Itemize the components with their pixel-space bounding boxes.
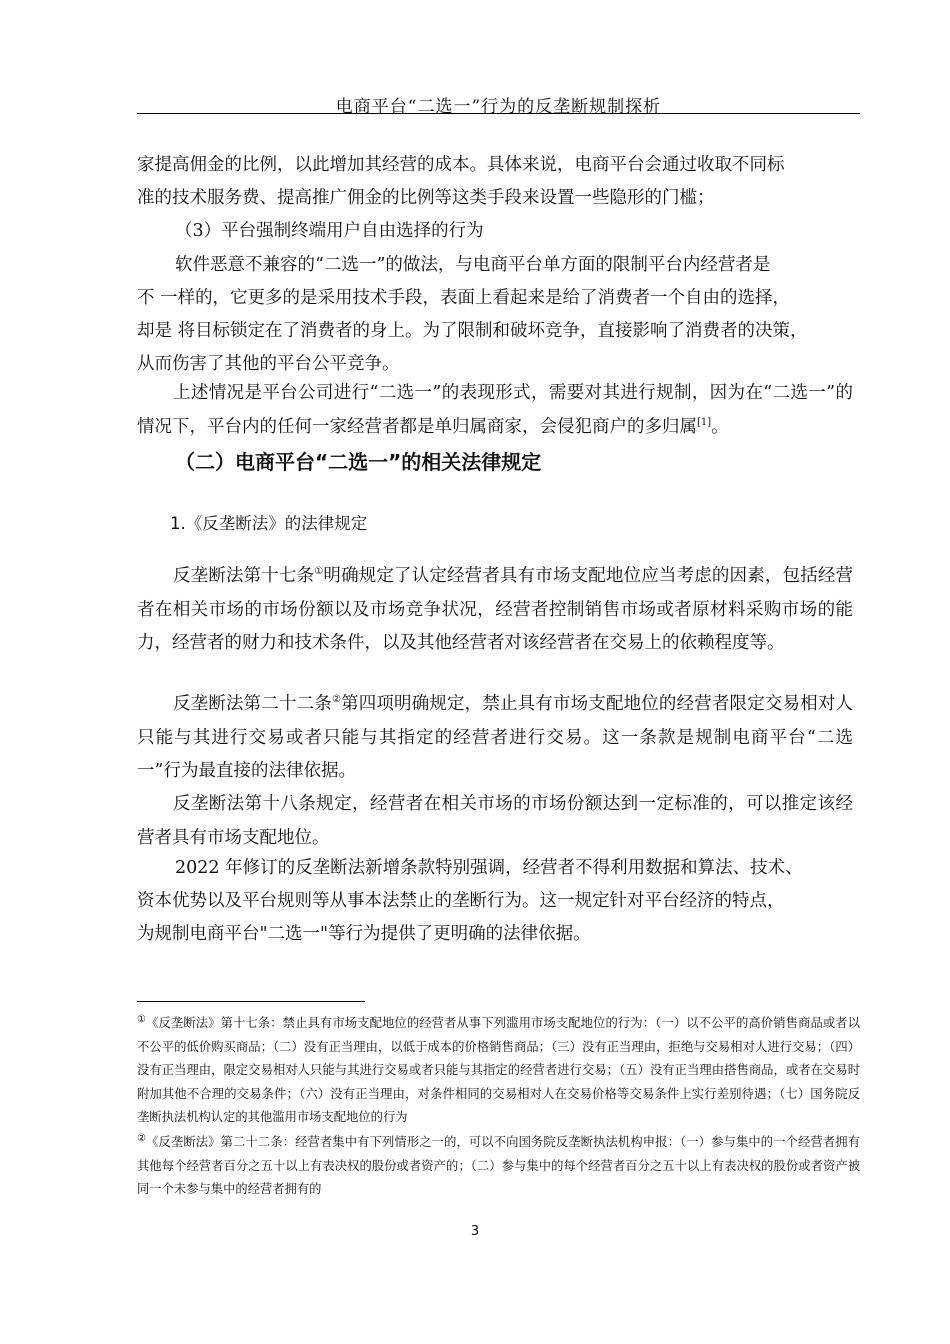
section-heading: （二）电商平台“二选一”的相关法律规定 xyxy=(175,450,542,474)
p1-line-2: 准的技术服务费、提高推广佣金的比例等这类手段来设置一些隐形的门槛； xyxy=(137,188,715,208)
paragraph-5: 反垄断法第二十二条②第四项明确规定，禁止具有市场支配地位的经营者限定交易相对人只能与其进行交易或者只能与其指定的经营者进行交易。这一条款是规制电商平台“二选一”行为最直接的法律依据。 xyxy=(137,694,854,781)
paragraph-3: 上述情况是平台公司进行“二选一”的表现形式，需要对其进行规制，因为在“二选一”的情况下，平台内的任何一家经营者都是单归属商家，会侵犯商户的多归属[1]。 xyxy=(137,383,853,437)
p2-line-3: 却是 将目标锁定在了消费者的身上。为了限制和破坏竞争，直接影响了消费者的决策， xyxy=(137,321,808,341)
citation-1: [1] xyxy=(697,416,712,428)
running-header: 电商平台“二选一”行为的反垄断规制探析 xyxy=(335,97,662,117)
list-item-3: （3）平台强制终端用户自由选择的行为 xyxy=(175,221,484,241)
p2-line-2: 不 一样的，它更多的是采用技术手段，表面上看起来是给了消费者一个自由的选择， xyxy=(137,288,791,308)
p7-line-1: 2022 年修订的反垄断法新增条款特别强调，经营者不得利用数据和算法、技术、 xyxy=(175,858,803,878)
footnote-rule xyxy=(137,1001,365,1002)
page-number: 3 xyxy=(470,1224,480,1239)
footnote-2: ②《反垄断法》第二十二条：经营者集中有下列情形之一的，可以不向国务院反垄断执法机构申报：（一）参与集中的一个经营者拥有其他每个经营者百分之五十以上有表决权的股份或者资产的；（二）参与集中的每个经营者百分之五十以上有表决权的股份或者资产被同一个未参与集中的经营者拥有的 xyxy=(137,1132,860,1196)
p2-line-4: 从而伤害了其他的平台公平竞争。 xyxy=(137,354,400,374)
p1-line-1: 家提高佣金的比例，以此增加其经营的成本。具体来说，电商平台会通过收取不同标 xyxy=(137,155,785,175)
p7-line-3: 为规制电商平台"二选一"等行为提供了更明确的法律依据。 xyxy=(137,924,591,944)
footnote-mark-2: ② xyxy=(137,1132,147,1144)
paragraph-6: 反垄断法第十八条规定，经营者在相关市场的市场份额达到一定标准的，可以推定该经营者具有市场支配地位。 xyxy=(137,794,853,848)
paragraph-4: 反垄断法第十七条①明确规定了认定经营者具有市场支配地位应当考虑的因素，包括经营者在相关市场的市场份额以及市场竞争状况，经营者控制销售市场或者原材料采购市场的能力，经营者的财力和技术条件，以及其他经营者对该经营者在交易上的依赖程度等。 xyxy=(137,566,854,653)
subsection-heading: 1.《反垄断法》的法律规定 xyxy=(170,514,368,533)
header-rule xyxy=(137,113,860,114)
p2-line-1: 软件恶意不兼容的“二选一”的做法，与电商平台单方面的限制平台内经营者是 xyxy=(175,255,771,275)
footnote-1: ①《反垄断法》第十七条：禁止具有市场支配地位的经营者从事下列滥用市场支配地位的行为：（一）以不公平的高价销售商品或者以不公平的低价购买商品；（二）没有正当理由，以低于成本的价格销售商品；（三）没有正当理由，拒绝与交易相对人进行交易；（四）没有正当理由，限定交易相对人只能与其进行交易或者只能与其指定的经营者进行交易；（五）没有正当理由搭售商品，或者在交易时附加其他不合理的交易条件；（六）没有正当理由，对条件相同的交易相对人在交易价格等交易条件上实行差别待遇；（七）国务院反垄断执法机构认定的其他滥用市场支配地位的行为 xyxy=(137,1013,860,1124)
footnote-mark-1: ① xyxy=(137,1013,147,1025)
footnote-ref-1: ① xyxy=(314,566,324,578)
p7-line-2: 资本优势以及平台规则等从事本法禁止的垄断行为。这一规定针对平台经济的特点， xyxy=(137,891,785,911)
footnote-ref-2: ② xyxy=(331,694,342,706)
